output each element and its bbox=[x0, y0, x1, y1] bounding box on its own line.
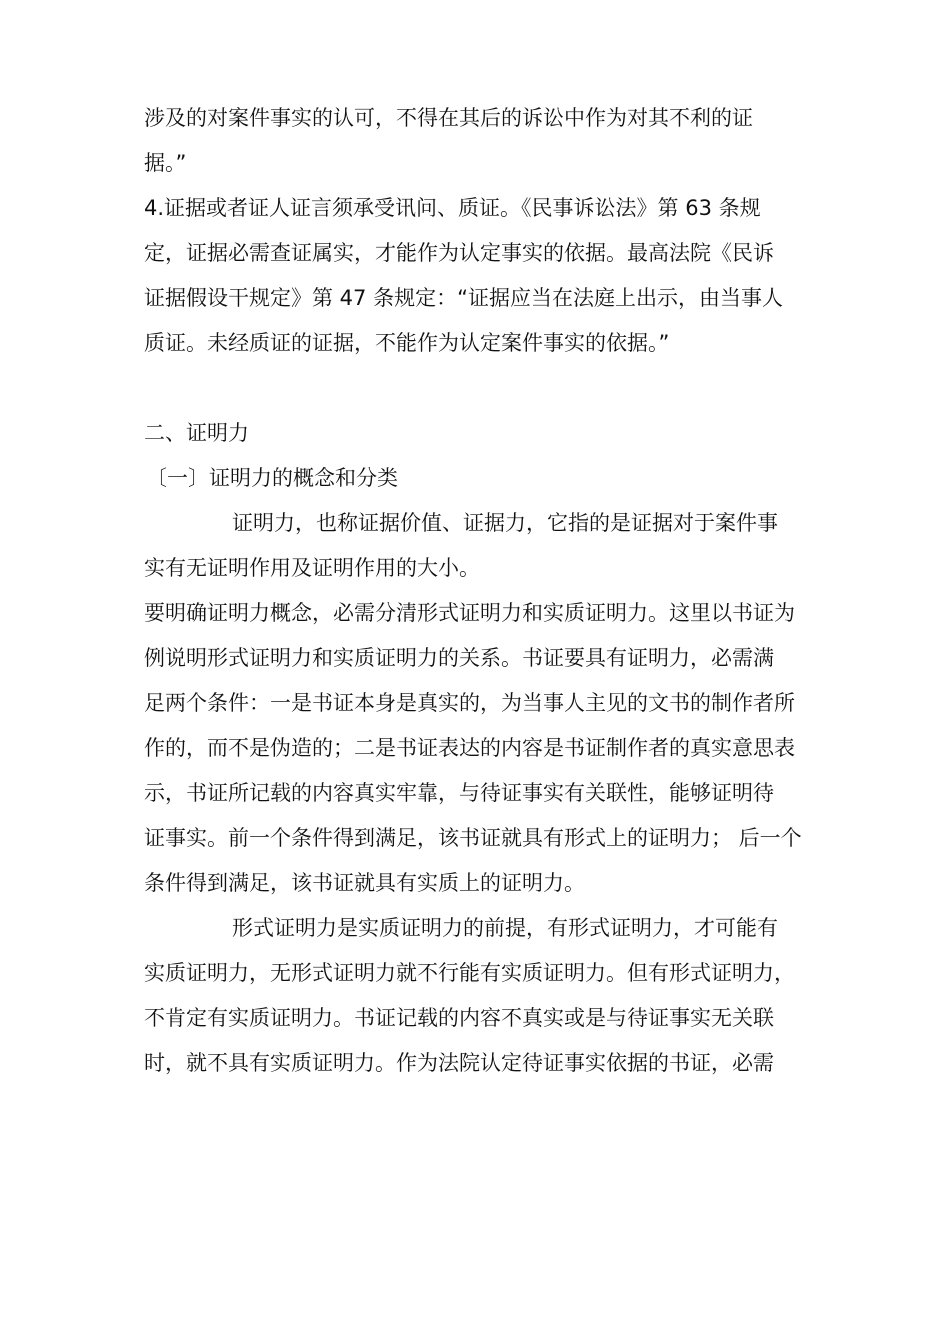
text-line: 涉及的对案件事实的认可，不得在其后的诉讼中作为对其不利的证 bbox=[144, 106, 753, 130]
text-line: 实有无证明作用及证明作用的大小。 bbox=[144, 556, 480, 580]
subsection-heading: 〔一〕证明力的概念和分类 bbox=[146, 466, 398, 490]
text-line: 条件得到满足，该书证就具有实质上的证明力。 bbox=[144, 871, 585, 895]
text-line: 形式证明力是实质证明力的前提，有形式证明力，才可能有 bbox=[232, 916, 778, 940]
text-line: 定，证据必需查证属实，才能作为认定事实的依据。最高法院《民诉 bbox=[144, 241, 774, 265]
text-line: 示，书证所记载的内容真实牢靠，与待证事实有关联性，能够证明待 bbox=[144, 781, 774, 805]
text-line: 质证。未经质证的证据，不能作为认定案件事实的依据。” bbox=[144, 331, 670, 355]
section-heading: 二、证明力 bbox=[144, 421, 249, 445]
text-line: 证据假设干规定》第 47 条规定：“证据应当在法庭上出示，由当事人 bbox=[144, 286, 783, 310]
text-line: 证事实。前一个条件得到满足，该书证就具有形式上的证明力； 后一个 bbox=[144, 826, 802, 850]
text-line: 据。” bbox=[144, 151, 187, 175]
text-line: 要明确证明力概念，必需分清形式证明力和实质证明力。这里以书证为 bbox=[144, 601, 795, 625]
text-line: 作的，而不是伪造的；二是书证表达的内容是书证制作者的真实意思表 bbox=[144, 736, 795, 760]
text-line: 实质证明力，无形式证明力就不行能有实质证明力。但有形式证明力， bbox=[144, 961, 795, 985]
text-line: 不肯定有实质证明力。书证记载的内容不真实或是与待证事实无关联 bbox=[144, 1006, 774, 1030]
text-line: 例说明形式证明力和实质证明力的关系。书证要具有证明力，必需满 bbox=[144, 646, 774, 670]
text-line: 4.证据或者证人证言须承受讯问、质证。《民事诉讼法》第 63 条规 bbox=[144, 196, 761, 220]
text-line: 足两个条件：一是书证本身是真实的，为当事人主见的文书的制作者所 bbox=[144, 691, 795, 715]
text-line: 证明力，也称证据价值、证据力，它指的是证据对于案件事 bbox=[232, 511, 778, 535]
text-line: 时，就不具有实质证明力。作为法院认定待证事实依据的书证，必需 bbox=[144, 1051, 774, 1075]
